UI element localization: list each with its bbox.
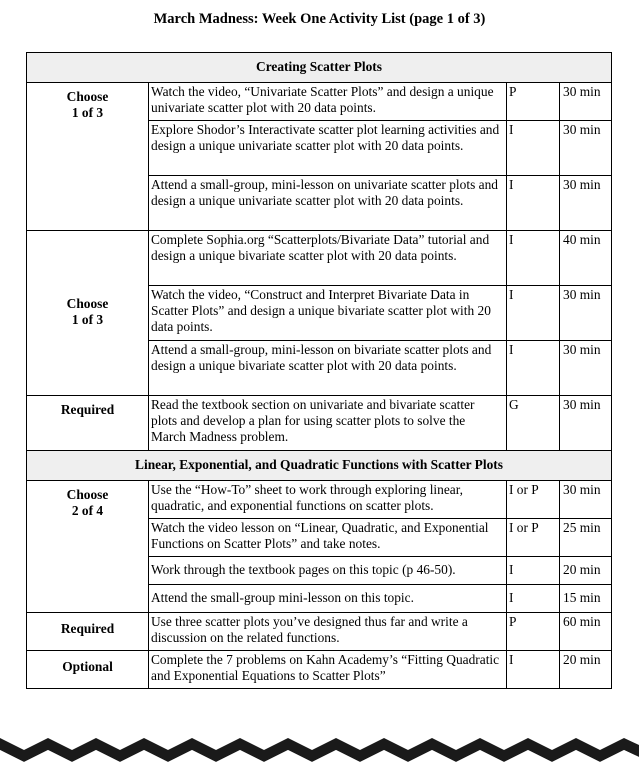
activity-time: 15 min: [560, 585, 612, 613]
activity-time: 25 min: [560, 519, 612, 557]
activity-description: Work through the textbook pages on this topic (p 46-50).: [149, 557, 507, 585]
activity-description: Explore Shodor’s Interactivate scatter plot learning activities and design a unique univariate scatter plot with 20 data points.: [149, 121, 507, 176]
activity-type: P: [507, 613, 560, 651]
activity-type: G: [507, 396, 560, 451]
requirement-label: Choose: [66, 295, 109, 311]
requirement-cell: [27, 613, 149, 651]
requirement-label: Optional: [62, 659, 113, 674]
requirement-cell: [27, 231, 149, 396]
activity-type: I: [507, 121, 560, 176]
activity-description: Watch the video, “Univariate Scatter Plots” and design a unique univariate scatter plot with 20 data points.: [149, 83, 507, 121]
activity-description: Attend the small-group mini-lesson on this topic.: [149, 585, 507, 613]
activity-time: 30 min: [560, 286, 612, 341]
activity-description: Attend a small-group, mini-lesson on bivariate scatter plots and design a unique bivariate scatter plot with 20 data points.: [149, 341, 507, 396]
requirement-cell: [27, 396, 149, 451]
activity-time: 60 min: [560, 613, 612, 651]
activity-type: I: [507, 585, 560, 613]
requirement-cell: [27, 83, 149, 231]
requirement-count: 1 of 3: [71, 105, 104, 121]
activity-time: 20 min: [560, 651, 612, 689]
activity-type: P: [507, 83, 560, 121]
requirement-label: Choose: [66, 487, 109, 502]
section-heading: Linear, Exponential, and Quadratic Functions with Scatter Plots: [27, 451, 612, 481]
activity-type: I: [507, 341, 560, 396]
activity-type: I or P: [507, 481, 560, 519]
activity-description: Watch the video lesson on “Linear, Quadratic, and Exponential Functions on Scatter Plots” and take notes.: [149, 519, 507, 557]
requirement-cell: [27, 481, 149, 613]
activity-time: 30 min: [560, 341, 612, 396]
activity-type: I: [507, 651, 560, 689]
activity-description: Use three scatter plots you’ve designed thus far and write a discussion on the related functions.: [149, 613, 507, 651]
activity-description: Complete Sophia.org “Scatterplots/Bivariate Data” tutorial and design a unique bivariate scatter plot with 20 data points.: [149, 231, 507, 286]
activity-type: I: [507, 557, 560, 585]
section-heading: Creating Scatter Plots: [27, 53, 612, 83]
activity-table: [26, 52, 612, 689]
page-title: March Madness: Week One Activity List (page 1 of 3): [153, 11, 486, 27]
activity-type: I: [507, 286, 560, 341]
activity-description: Read the textbook section on univariate and bivariate scatter plots and develop a plan for using scatter plots to solve the March Madness problem.: [149, 396, 507, 451]
activity-type: I: [507, 176, 560, 231]
activity-description: Watch the video, “Construct and Interpret Bivariate Data in Scatter Plots” and design a unique bivariate scatter plot with 20 data points.: [149, 286, 507, 341]
activity-time: 30 min: [560, 121, 612, 176]
requirement-label: Choose: [66, 89, 109, 104]
activity-time: 20 min: [560, 557, 612, 585]
activity-time: 40 min: [560, 231, 612, 286]
requirement-label: Required: [60, 402, 115, 417]
activity-description: Complete the 7 problems on Kahn Academy’s “Fitting Quadratic and Exponential Equations to Scatter Plots”: [149, 651, 507, 689]
activity-time: 30 min: [560, 176, 612, 231]
activity-time: 30 min: [560, 83, 612, 121]
activity-time: 30 min: [560, 481, 612, 519]
requirement-count: 1 of 3: [71, 312, 104, 327]
activity-time: 30 min: [560, 396, 612, 451]
activity-description: Attend a small-group, mini-lesson on univariate scatter plots and design a unique univariate scatter plot with 20 data points.: [149, 176, 507, 231]
requirement-count: 2 of 4: [71, 503, 104, 519]
activity-type: I: [507, 231, 560, 286]
activity-type: I or P: [507, 519, 560, 557]
requirement-label: Required: [60, 621, 115, 636]
requirement-cell: [27, 651, 149, 689]
torn-page-edge: [0, 730, 639, 776]
activity-description: Use the “How-To” sheet to work through exploring linear, quadratic, and exponential functions on scatter plots.: [149, 481, 507, 519]
